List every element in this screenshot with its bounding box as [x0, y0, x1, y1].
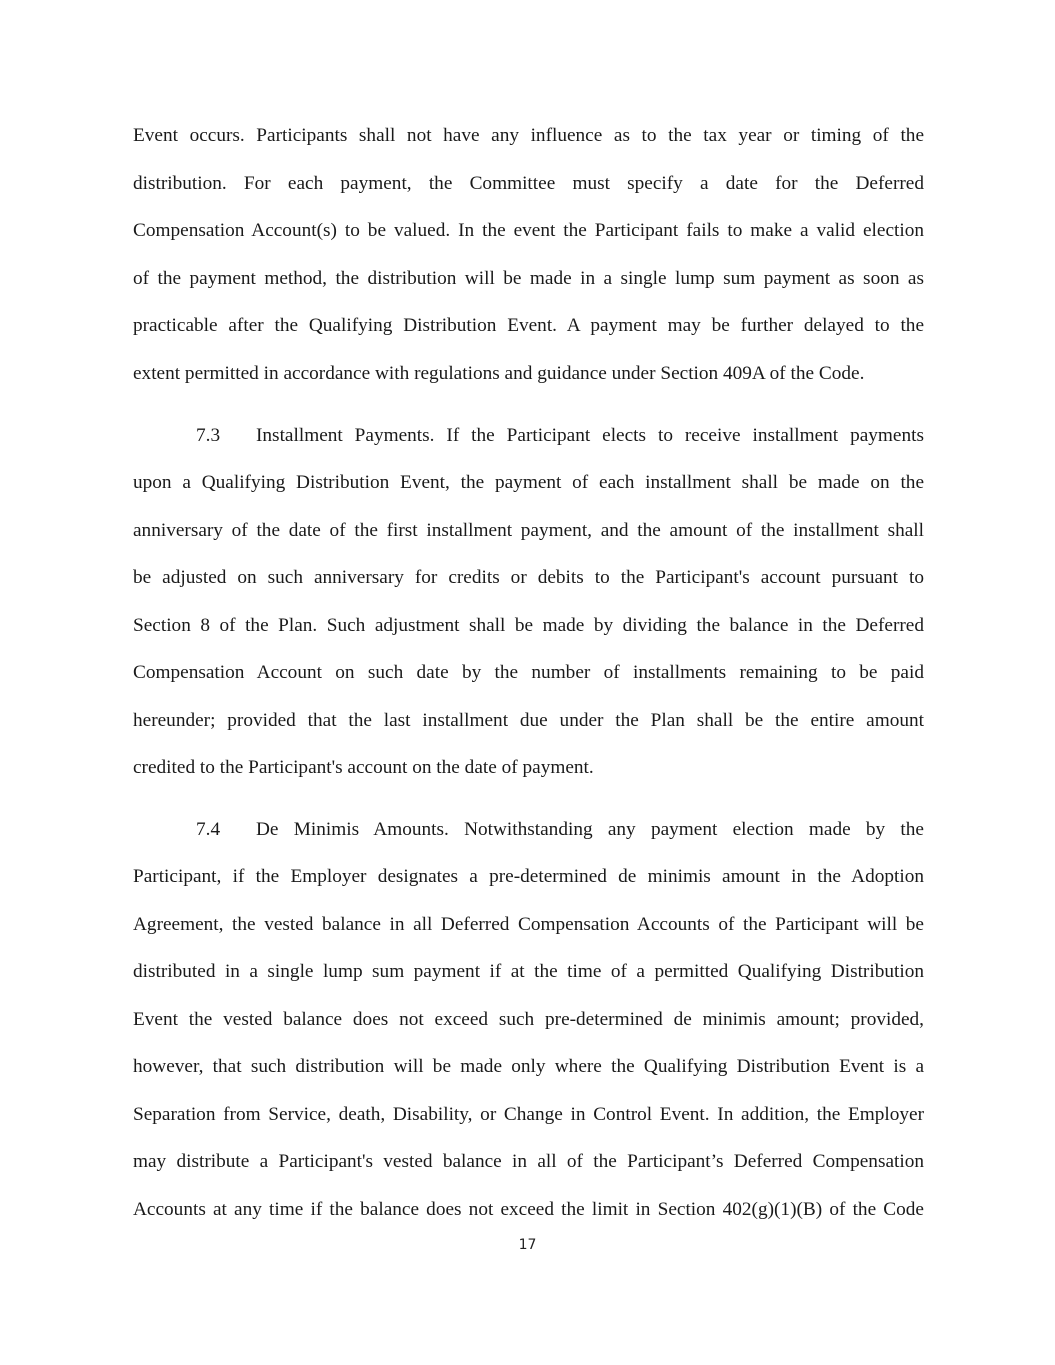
- text-line: be adjusted on such anniversary for credits or debits to the Participant's account pursuant to: [133, 567, 924, 588]
- text-line: practicable after the Qualifying Distribution Event. A payment may be further delayed to the: [133, 315, 924, 336]
- text-line: upon a Qualifying Distribution Event, the payment of each installment shall be made on the: [133, 472, 924, 493]
- section-heading-line: [196, 424, 924, 448]
- text-line: Separation from Service, death, Disability, or Change in Control Event. In addition, the Employer: [133, 1104, 924, 1125]
- text-line: distributed in a single lump sum payment if at the time of a permitted Qualifying Distribution: [133, 961, 924, 982]
- text-line: Participant, if the Employer designates a pre-determined de minimis amount in the Adoption: [133, 866, 924, 887]
- section-number: 7.3: [196, 425, 221, 446]
- text-line: Compensation Account on such date by the number of installments remaining to be paid: [133, 662, 924, 683]
- text-line: however, that such distribution will be made only where the Qualifying Distribution Event is a: [133, 1056, 924, 1077]
- section-first-line: De Minimis Amounts. Notwithstanding any payment election made by the: [256, 819, 924, 840]
- text-line: anniversary of the date of the first installment payment, and the amount of the installment shall: [133, 520, 924, 541]
- text-line: hereunder; provided that the last installment due under the Plan shall be the entire amount: [133, 710, 924, 731]
- text-line: Event the vested balance does not exceed such pre-determined de minimis amount; provided,: [133, 1009, 924, 1030]
- section-first-line: Installment Payments. If the Participant elects to receive installment payments: [256, 425, 924, 446]
- section-number: 7.4: [196, 819, 221, 840]
- text-line: distribution. For each payment, the Committee must specify a date for the Deferred: [133, 173, 924, 194]
- page-number: 17: [518, 1237, 537, 1253]
- text-line: credited to the Participant's account on the date of payment.: [133, 757, 594, 778]
- text-line: Compensation Account(s) to be valued. In the event the Participant fails to make a valid election: [133, 220, 924, 241]
- text-line: Agreement, the vested balance in all Deferred Compensation Accounts of the Participant will be: [133, 914, 924, 935]
- text-line: Accounts at any time if the balance does not exceed the limit in Section 402(g)(1)(B) of the Code: [133, 1199, 924, 1220]
- text-line: Event occurs. Participants shall not have any influence as to the tax year or timing of the: [133, 125, 924, 146]
- text-line: Section 8 of the Plan. Such adjustment shall be made by dividing the balance in the Deferred: [133, 615, 924, 636]
- text-line: of the payment method, the distribution will be made in a single lump sum payment as soon as: [133, 268, 924, 289]
- text-line: may distribute a Participant's vested balance in all of the Participant’s Deferred Compensation: [133, 1151, 924, 1172]
- text-line: extent permitted in accordance with regulations and guidance under Section 409A of the Code.: [133, 363, 865, 384]
- section-heading-line: [196, 818, 924, 842]
